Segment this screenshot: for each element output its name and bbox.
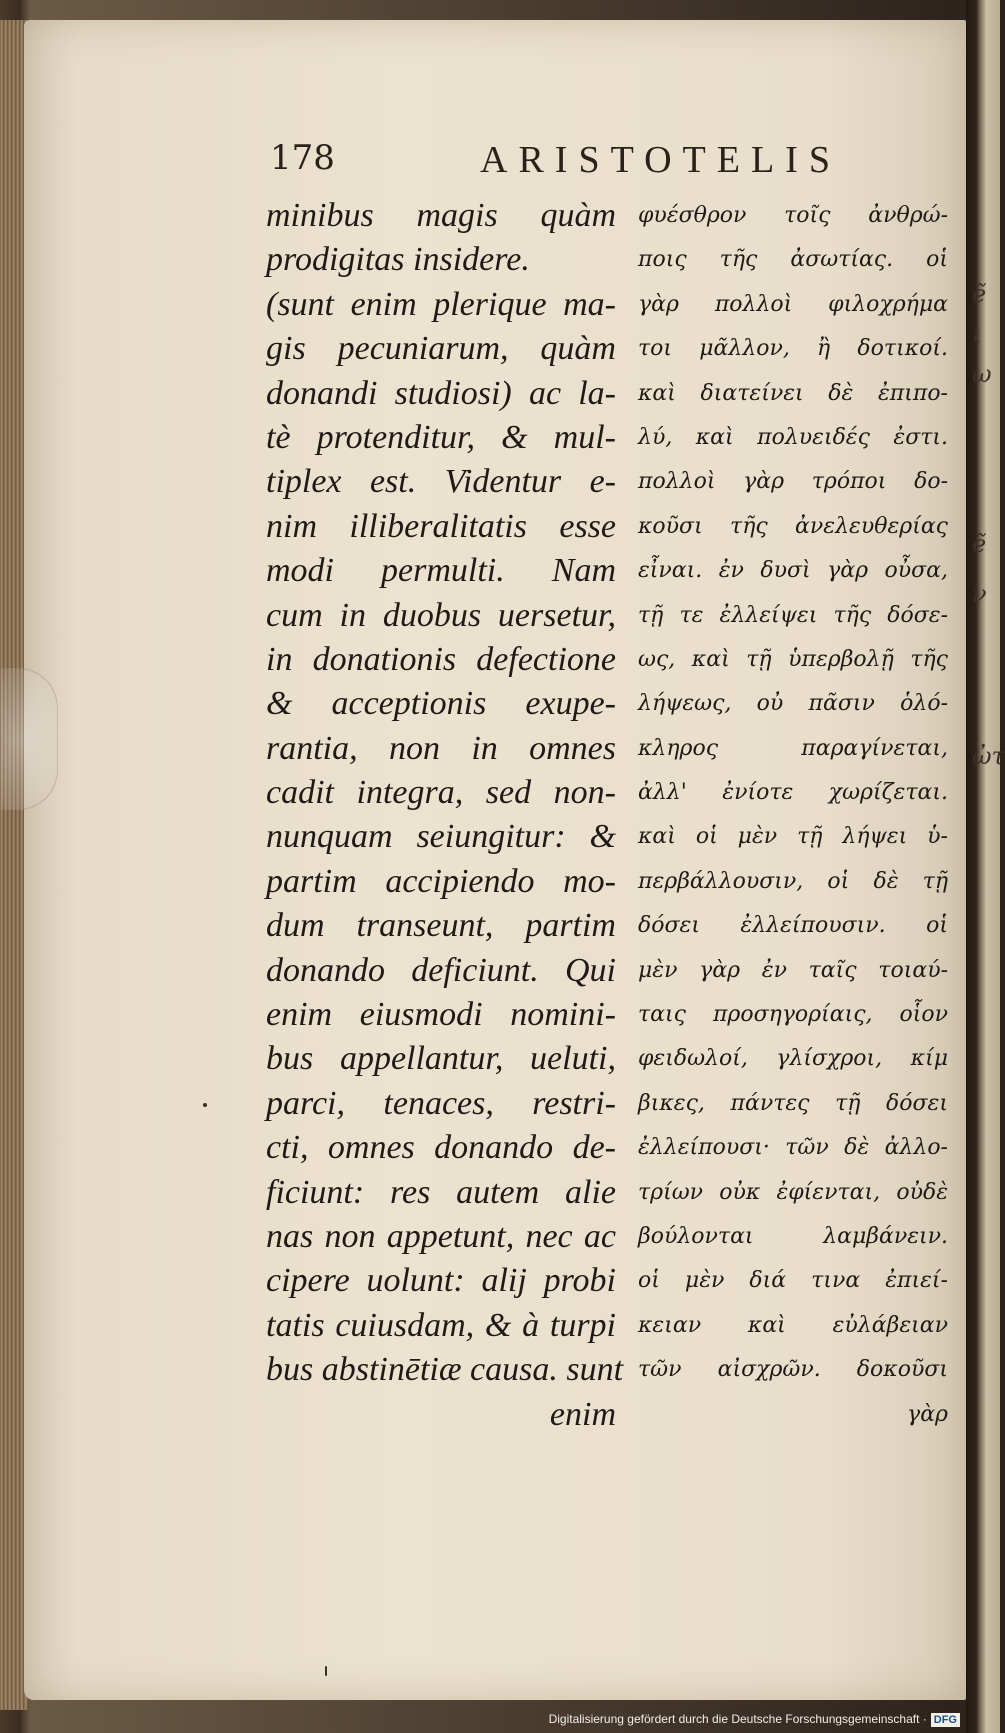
- text-line: modi permulti. Nam: [266, 552, 616, 590]
- text-line: nim illiberalitatis esse: [266, 507, 616, 545]
- text-line: cum in duobus uersetur,: [266, 596, 616, 634]
- running-head: ARISTOTELIS: [480, 139, 841, 181]
- text-line: τῇ τε ἐλλείψει τῆς δόσε-: [638, 602, 948, 628]
- text-line: partim accipiendo mo-: [266, 862, 616, 900]
- text-line: περβάλλουσιν, οἱ δὲ τῇ: [638, 868, 948, 894]
- clasp-shadow: [0, 668, 58, 810]
- text-line: tatis cuiusdam, & à turpi: [266, 1306, 616, 1344]
- text-line: nas non appetunt, nec ac: [266, 1217, 616, 1255]
- text-line: donando deficiunt. Qui: [266, 951, 616, 989]
- page-number: 178: [270, 138, 335, 178]
- text-line: cipere uolunt: alij probi: [266, 1262, 616, 1300]
- margin-fragment: ὠτ: [972, 742, 1005, 770]
- text-line: ταις προσηγορίαις, οἷον: [638, 1002, 948, 1028]
- ink-dot: [203, 1103, 207, 1107]
- text-line: ποις τῆς ἀσωτίας. οἱ: [638, 247, 948, 273]
- text-line: βικες, πάντες τῇ δόσει: [638, 1090, 948, 1116]
- text-line: cadit integra, sed non-: [266, 774, 616, 812]
- text-line: ficiunt: res autem alie: [266, 1173, 616, 1211]
- page-header: [270, 138, 850, 182]
- text-line: γὰρ πολλοὶ φιλοχρήμα: [638, 291, 948, 317]
- text-line: (sunt enim plerique ma-: [266, 285, 616, 323]
- dfg-logo: DFG: [931, 1713, 960, 1727]
- margin-fragment: ι: [972, 320, 982, 348]
- text-line: tiplex est. Videntur e-: [266, 463, 616, 501]
- text-line: ἐλλείπουσι· τῶν δὲ ἀλλο-: [638, 1135, 948, 1161]
- text-line: βούλονται λαμβάνειν.: [638, 1223, 948, 1249]
- facing-page-edge: [966, 0, 1005, 1733]
- text-line: κειαν καὶ εὐλάβειαν: [638, 1312, 948, 1338]
- text-line: τῶν αἰσχρῶν. δοκοῦσι: [638, 1357, 948, 1383]
- text-line: prodigitas insidere.: [266, 241, 530, 279]
- ink-mark: [325, 1666, 327, 1676]
- text-line: enim eiusmodi nomini-: [266, 996, 616, 1034]
- text-line: φυέσθρον τοῖς ἀνθρώ-: [638, 203, 948, 228]
- text-line: minibus magis quàm: [266, 197, 616, 234]
- text-line: parci, tenaces, restri-: [266, 1084, 616, 1122]
- text-line: τρίων οὐκ ἐφίενται, οὐδὲ: [638, 1179, 948, 1205]
- text-line: λύ, καὶ πολυειδές ἐστι.: [638, 424, 948, 450]
- text-line: κοῦσι τῆς ἀνελευθερίας: [638, 513, 948, 539]
- text-line: tè protenditur, & mul-: [266, 418, 616, 456]
- margin-fragment: ẽ: [972, 530, 987, 558]
- text-line: λήψεως, οὐ πᾶσιν ὁλό-: [638, 691, 948, 717]
- text-line: οἱ μὲν διά τινα ἐπιεί-: [638, 1268, 948, 1294]
- text-line: cti, omnes donando de-: [266, 1129, 616, 1167]
- margin-fragment: ω: [972, 360, 992, 388]
- text-line: bus appellantur, ueluti,: [266, 1040, 616, 1078]
- text-line: πολλοὶ γὰρ τρόποι δο-: [638, 469, 948, 495]
- footer-credit-text: Digitalisierung gefördert durch die Deutsche Forschungsgemeinschaft ·: [548, 1712, 927, 1726]
- text-line: rantia, non in omnes: [266, 729, 616, 767]
- text-line: donandi studiosi) ac la-: [266, 374, 616, 412]
- text-line: κληρος παραγίνεται,: [638, 735, 948, 761]
- latin-column: [266, 194, 624, 1437]
- text-line: μὲν γὰρ ἐν ταῖς τοιαύ-: [638, 957, 948, 983]
- footer-credit: [549, 1712, 960, 1727]
- text-line: γὰρ: [907, 1401, 948, 1427]
- margin-fragment: ν: [972, 580, 987, 608]
- text-line: ως, καὶ τῇ ὑπερβολῇ τῆς: [638, 646, 948, 672]
- text-line: enim: [549, 1395, 616, 1433]
- margin-fragment: ẽ: [972, 280, 987, 308]
- text-line: δόσει ἐλλείπουσιν. οἱ: [638, 913, 948, 939]
- text-line: in donationis defectione: [266, 640, 616, 678]
- text-line: gis pecuniarum, quàm: [266, 330, 616, 368]
- text-line: dum transeunt, partim: [266, 907, 616, 945]
- greek-column: [638, 194, 948, 1437]
- text-line: καὶ οἱ μὲν τῇ λήψει ὑ-: [638, 824, 948, 850]
- text-line: ἀλλ' ἐνίοτε χωρίζεται.: [638, 780, 948, 806]
- text-line: nunquam seiungitur: &: [266, 818, 616, 856]
- text-line: καὶ διατείνει δὲ ἐπιπο-: [638, 380, 948, 406]
- text-line: & acceptionis exupe-: [266, 685, 616, 723]
- text-line: τοι μᾶλλον, ἢ δοτικοί.: [638, 336, 948, 362]
- text-line: bus abstinētiæ causa. sunt: [266, 1351, 624, 1389]
- text-line: φειδωλοί, γλίσχροι, κίμ: [638, 1046, 948, 1072]
- text-line: εἶναι. ἐν δυσὶ γὰρ οὖσα,: [638, 558, 948, 584]
